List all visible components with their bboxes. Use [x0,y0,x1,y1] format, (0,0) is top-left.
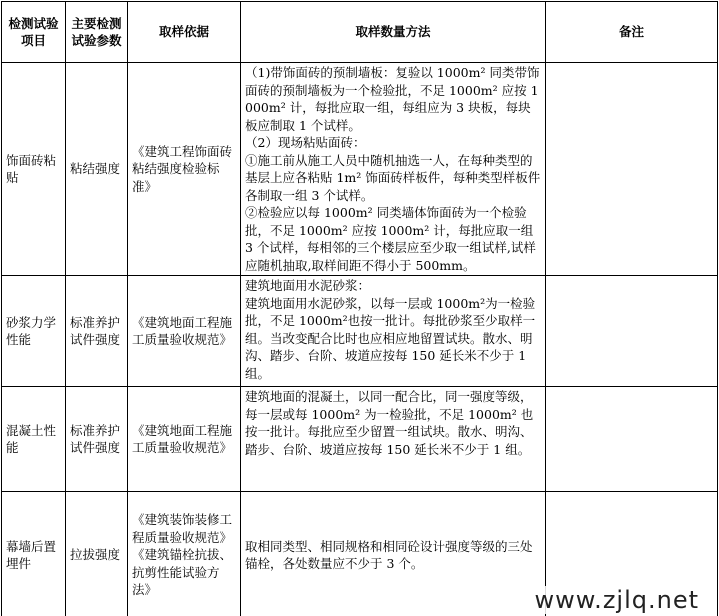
cell-item: 混凝土性能 [2,387,66,492]
cell-note [546,276,718,387]
cell-basis: 《建筑工程饰面砖粘结强度检验标准》 [128,63,241,276]
header-row [2,2,718,63]
cell-note [546,63,718,276]
cell-param: 粘结强度 [66,63,128,276]
method-line: 建筑地面用水泥砂浆： [245,278,371,293]
cell-basis: 《建筑地面工程施工质量验收规范》 [128,276,241,387]
cell-item: 幕墙后置埋件 [2,492,66,616]
cell-method [241,63,546,276]
method-line: 建筑地面用水泥砂浆，以每一层或 1000m²为一检验批，不足 1000m²也按一批计。每批砂浆至少取样一组。当改变配合比时也应相应地留置试块。散水、明沟、踏步、台阶、坡道应按每 150 延长米不少于 1 组。 [245,295,536,381]
header-param: 主要检测试验参数 [66,2,128,63]
table-row [2,387,718,492]
header-item: 检测试验项目 [2,2,66,63]
header-basis: 取样依据 [128,2,241,63]
table-row [2,63,718,276]
cell-param: 标准养护试件强度 [66,387,128,492]
cell-method [241,492,546,616]
header-note: 备注 [546,2,718,63]
cell-basis: 《建筑地面工程施工质量验收规范》 [128,387,241,492]
cell-method [241,276,546,387]
cell-param: 标准养护试件强度 [66,276,128,387]
method-line: 建筑地面的混凝土，以同一配合比，同一强度等级，每一层或每 1000m² 为一检验批，不足 1000m² 也按一批计。每批应至少留置一组试块。散水、明沟、踏步、台阶、坡道应按每 150 延长米不少于 1 组。 [245,389,534,457]
site-watermark: www.zjlq.net [531,586,704,614]
header-method: 取样数量方法 [241,2,546,63]
method-line: ①施工前从施工人员中随机抽选一人，在每种类型的基层上应各粘贴 1m² 饰面砖样板件，每种类型样板件各制取一组 3 个试样。 [245,152,541,203]
method-line: 取相同类型、相同规格和相同砼设计强度等级的三处锚栓，各处数量应不少于 3 个。 [245,538,533,571]
cell-note [546,387,718,492]
method-line: （2）现场粘贴面砖： [245,135,366,150]
cell-param: 拉拔强度 [66,492,128,616]
cell-method [241,387,546,492]
method-line: （1)带饰面砖的预制墙板：复验以 1000m² 同类带饰面砖的预制墙板为一个检验批，不足 1000m² 应按 1000m² 计，每批应取一组，每组应为 3 块板，每块板应制取 1 个试样。 [245,65,540,133]
sampling-table [1,1,718,616]
table-row [2,276,718,387]
method-line: ②检验应以每 1000m² 同类墙体饰面砖为一个检验批，不足 1000m² 应按 1000m² 计，每批应取一组 3 个试样，每相邻的三个楼层应至少取一组试样,试样应随机抽取,取样间距不得小于 500mm。 [245,205,536,273]
cell-item: 饰面砖粘贴 [2,63,66,276]
cell-basis: 《建筑装饰装修工程质量验收规范》《建筑锚栓抗拔、抗剪性能试验方法》 [128,492,241,616]
cell-item: 砂浆力学性能 [2,276,66,387]
